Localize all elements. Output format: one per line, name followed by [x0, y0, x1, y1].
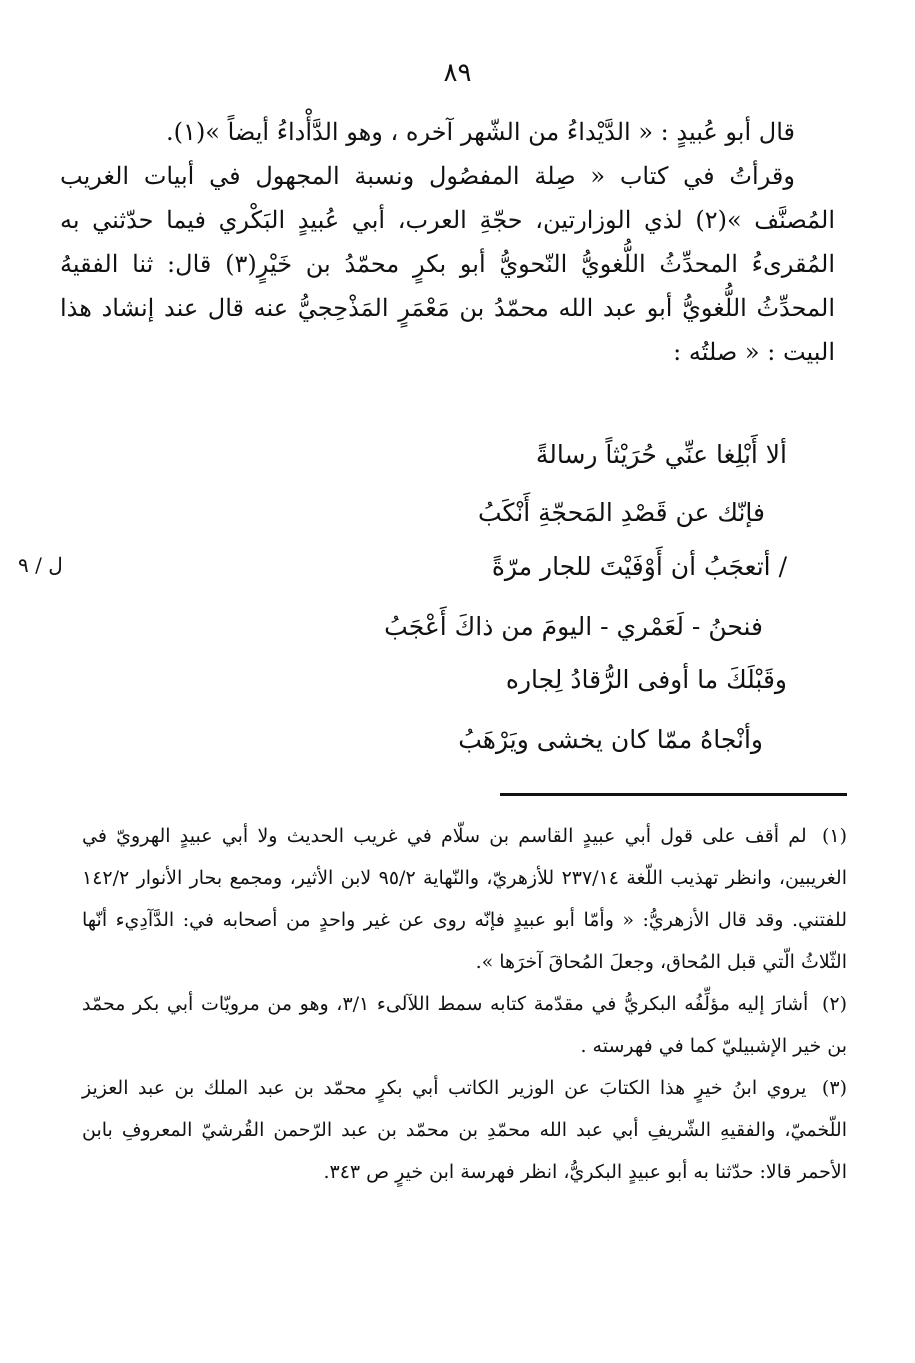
footnote-3 — [82, 1067, 847, 1193]
footnote-2 — [82, 983, 847, 1067]
footnote-1-mark: (١) — [821, 825, 848, 847]
footnote-2-mark: (٢) — [821, 993, 847, 1015]
main-text — [60, 110, 835, 374]
verse-line-3: / أتعجَبُ أن أَوْفَيْتَ للجار مرّةً — [491, 552, 787, 581]
footnote-divider — [500, 793, 847, 796]
verse-line-5: وقَبْلَكَ ما أوفى الرُّقادُ لِجاره — [505, 665, 787, 694]
verse-line-1: ألا أَبْلِغا عنِّي حُرَيْثاً رسالةً — [535, 440, 787, 469]
verse-line-2: فإنّك عن قَصْدِ المَحجّةِ أَنْكَبُ — [477, 498, 765, 527]
manuscript-folio-note: ل / ٩ — [18, 553, 63, 577]
verse-line-4: فنحنُ - لَعَمْري - اليومَ من ذاكَ أَعْجَبُ — [384, 612, 763, 641]
paragraph-2: وقرأتُ في كتاب « صِلة المفصُول ونسبة المجهول في أبيات الغريب المُصنَّف »(٢) لذي الوزارتين، حجّةِ العرب، أبي عُبيدٍ البَكْري فيما حدّثني به المُقرىءُ المحدِّثُ اللُّغويُّ النّحويُّ أبو بكرٍ محمّدُ بن خَيْرٍ(٣) قال: ثنا الفقيهُ المحدِّثُ اللُّغويُّ أبو عبد الله محمّدُ بن مَعْمَرٍ المَذْحِجيُّ عنه قال عند إنشاد هذا البيت : « صلتُه : — [60, 162, 835, 366]
footnote-1 — [82, 815, 847, 983]
footnote-2-text: أشارَ إليه مؤلِّفُه البكريُّ في مقدّمة كتابه سمط اللآلىء ٣/١، وهو من مرويّات أبي بكر محمّد بن خير الإشبيليّ كما في فهرسته . — [82, 993, 847, 1057]
footnote-3-mark: (٣) — [821, 1077, 847, 1099]
footnotes — [82, 815, 847, 1193]
verse-line-6: وأنْجاهُ ممّا كان يخشى ويَرْهَبُ — [458, 725, 763, 754]
page-number: ٨٩ — [443, 58, 472, 88]
footnote-3-text: يروي ابنُ خيرٍ هذا الكتابَ عن الوزير الكاتب أبي بكرٍ محمّد بن عبد الملك بن عبد العزيز اللّخميّ، والفقيهِ الشّريفِ أبي عبد الله محمّدِ بن محمّد بن عبد الرّحمن القُرشيّ المعروفِ بابن الأحمر قالا: حدّثنا به أبو عبيدٍ البكريُّ، انظر فهرسة ابن خيرٍ ص ٣٤٣. — [82, 1077, 847, 1183]
paragraph-1: قال أبو عُبيدٍ : « الدَّيْداءُ من الشّهر آخره ، وهو الدَّأْداءُ أيضاً »(١). — [166, 118, 795, 146]
footnote-1-text: لم أقف على قول أبي عبيدٍ القاسم بن سلّام في غريب الحديث ولا أبي عبيدٍ الهرويّ في الغريبين، وانظر تهذيب اللّغة ٢٣٧/١٤ للأزهريّ، والنّهاية ٩٥/٢ لابن الأثير، ومجمع بحار الأنوار ١٤٢/٢ للفتني. وقد قال الأزهريُّ: « وأمّا أبو عبيدٍ فإنّه روى عن غير واحدٍ من أصحابه في: الدَّآدِيء أنّها الثّلاثُ الّتي قبل المُحاق، وجعلَ المُحاقَ آخرَها ». — [82, 825, 847, 973]
